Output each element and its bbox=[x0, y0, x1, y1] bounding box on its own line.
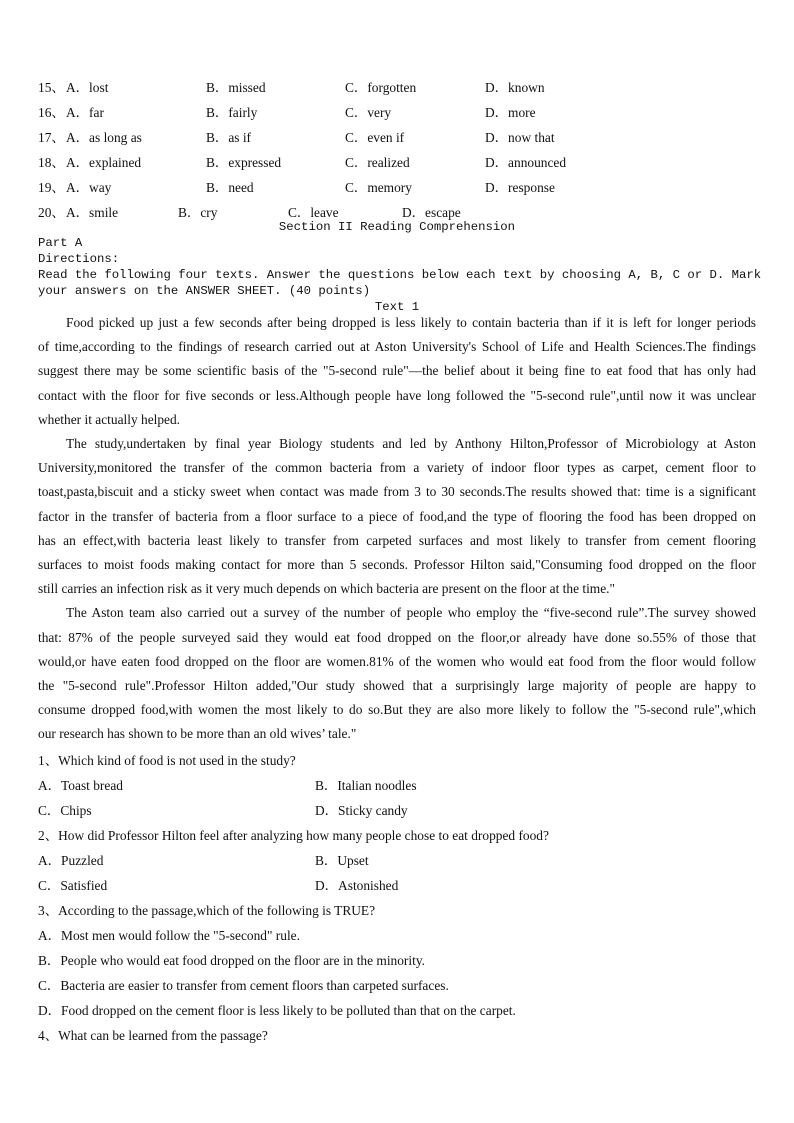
option-a: A．smile bbox=[66, 205, 119, 220]
option-a: A．way bbox=[66, 180, 112, 195]
question-number: 19、 bbox=[38, 180, 65, 195]
option-b: B．expressed bbox=[206, 155, 282, 170]
paragraph-line: toast,pasta,biscuit and a sticky sweet when contact was made from 3 to 30 seconds.The results showed that: time is a significant bbox=[38, 484, 756, 500]
paragraph-line: our research has shown to be more than an old wives’ tale." bbox=[38, 726, 357, 742]
text-title: Text 1 bbox=[374, 300, 420, 314]
option-c: C．even if bbox=[345, 130, 405, 145]
option-d: D．known bbox=[485, 80, 545, 95]
answer-option: C．Chips bbox=[38, 803, 92, 818]
paragraph-line: consume dropped food,with women the most likely to do so.But they are also more likely to follow the "5-second rule",which bbox=[38, 702, 756, 718]
option-d: D．announced bbox=[485, 155, 567, 170]
answer-option: A．Toast bread bbox=[38, 778, 123, 793]
section-title: Section II Reading Comprehension bbox=[278, 220, 516, 234]
question-number: 17、 bbox=[38, 130, 65, 145]
option-b: B．need bbox=[206, 180, 254, 195]
question-stem: 4、What can be learned from the passage? bbox=[38, 1028, 268, 1043]
paragraph-line: The study,undertaken by final year Biology students and led by Anthony Hilton,Professor of Microbiology at Aston bbox=[66, 436, 756, 451]
paragraph-line: would,or have eaten food dropped on the floor are women.81% of the women who would eat food from the floor would follow bbox=[38, 653, 756, 669]
answer-option: A．Puzzled bbox=[38, 853, 104, 868]
question-number: 18、 bbox=[38, 155, 65, 170]
option-d: D．now that bbox=[485, 130, 555, 145]
option-a: A．explained bbox=[66, 155, 142, 170]
answer-option: D．Food dropped on the cement floor is less likely to be polluted than that on the carpet. bbox=[38, 1003, 516, 1018]
option-b: B．cry bbox=[178, 205, 218, 220]
question-number: 20、 bbox=[38, 205, 65, 220]
option-b: B．missed bbox=[206, 80, 266, 95]
directions-text: your answers on the ANSWER SHEET. (40 points) bbox=[38, 284, 371, 298]
question-number: 16、 bbox=[38, 105, 65, 120]
answer-option: C．Bacteria are easier to transfer from cement floors than carpeted surfaces. bbox=[38, 978, 449, 993]
answer-option: C．Satisfied bbox=[38, 878, 108, 893]
option-d: D．more bbox=[485, 105, 536, 120]
question-stem: 3、According to the passage,which of the following is TRUE? bbox=[38, 903, 376, 918]
answer-option: D．Sticky candy bbox=[315, 803, 408, 818]
option-d: D．escape bbox=[402, 205, 461, 220]
answer-option: B．People who would eat food dropped on the floor are in the minority. bbox=[38, 953, 426, 968]
paragraph-line: of time,according to the findings of research carried out at Aston University's School of Life and Health Sciences.The findings bbox=[38, 339, 756, 355]
question-stem: 1、Which kind of food is not used in the study? bbox=[38, 753, 296, 768]
paragraph-line: suggest there may be some scientific basis of the "5-second rule"—the belief about it being fine to eat food that has only had bbox=[38, 363, 756, 379]
option-a: A．lost bbox=[66, 80, 109, 95]
option-c: C．memory bbox=[345, 180, 412, 195]
paragraph-line: The Aston team also carried out a survey of the number of people who employ the “five-second rule”.The survey showed bbox=[66, 605, 756, 621]
question-number: 15、 bbox=[38, 80, 65, 95]
paragraph-line: University,monitored the transfer of the common bacteria from a variety of indoor floor types as carpet, cement floor to bbox=[38, 460, 756, 476]
paragraph-line: has an effect,with bacteria least likely to transfer from carpeted surfaces and most likely to transfer from cement flooring bbox=[38, 532, 756, 548]
option-a: A．as long as bbox=[66, 130, 142, 145]
answer-option: D．Astonished bbox=[315, 878, 399, 893]
option-a: A．far bbox=[66, 105, 104, 120]
question-stem: 2、How did Professor Hilton feel after analyzing how many people chose to eat dropped food? bbox=[38, 828, 549, 843]
paragraph-line: Food picked up just a few seconds after being dropped is less likely to contain bacteria than if it is left for longer periods bbox=[66, 315, 756, 330]
option-c: C．forgotten bbox=[345, 80, 417, 95]
paragraph-line: the "5-second rule".Professor Hilton added,"Our study showed that a surprisingly large majority of people are happy to bbox=[38, 678, 756, 693]
paragraph-line: factor in the transfer of bacteria from a floor surface to a piece of food,and the type of flooring the food has been dropped on bbox=[38, 508, 756, 524]
answer-option: B．Italian noodles bbox=[315, 778, 417, 793]
paragraph-line: whether it actually helped. bbox=[38, 411, 181, 427]
answer-option: A．Most men would follow the "5-second" rule. bbox=[38, 928, 300, 943]
answer-option: B．Upset bbox=[315, 853, 369, 868]
option-b: B．as if bbox=[206, 130, 252, 145]
paragraph-line: still carries an infection risk as it very much depends on which bacteria are present on the floor at the time." bbox=[38, 581, 615, 597]
directions-label: Directions: bbox=[38, 252, 120, 266]
paragraph-line: surfaces to moist foods making contact for more than 5 seconds. Professor Hilton said,"Consuming food dropped on the floor bbox=[38, 557, 756, 572]
directions-text: Read the following four texts. Answer the questions below each text by choosing A, B, C or D. Mark bbox=[38, 268, 762, 282]
paragraph-line: contact with the floor for five seconds or less.Although people have long followed the "5-second rule",until now it was unclear bbox=[38, 387, 756, 403]
option-c: C．realized bbox=[345, 155, 410, 170]
option-d: D．response bbox=[485, 180, 555, 195]
option-c: C．leave bbox=[288, 205, 339, 220]
option-b: B．fairly bbox=[206, 105, 258, 120]
part-heading: Part A bbox=[38, 236, 83, 250]
paragraph-line: that: 87% of the people surveyed said they would eat food dropped on the floor,or already have done so.55% of those that bbox=[38, 629, 756, 645]
option-c: C．very bbox=[345, 105, 392, 120]
